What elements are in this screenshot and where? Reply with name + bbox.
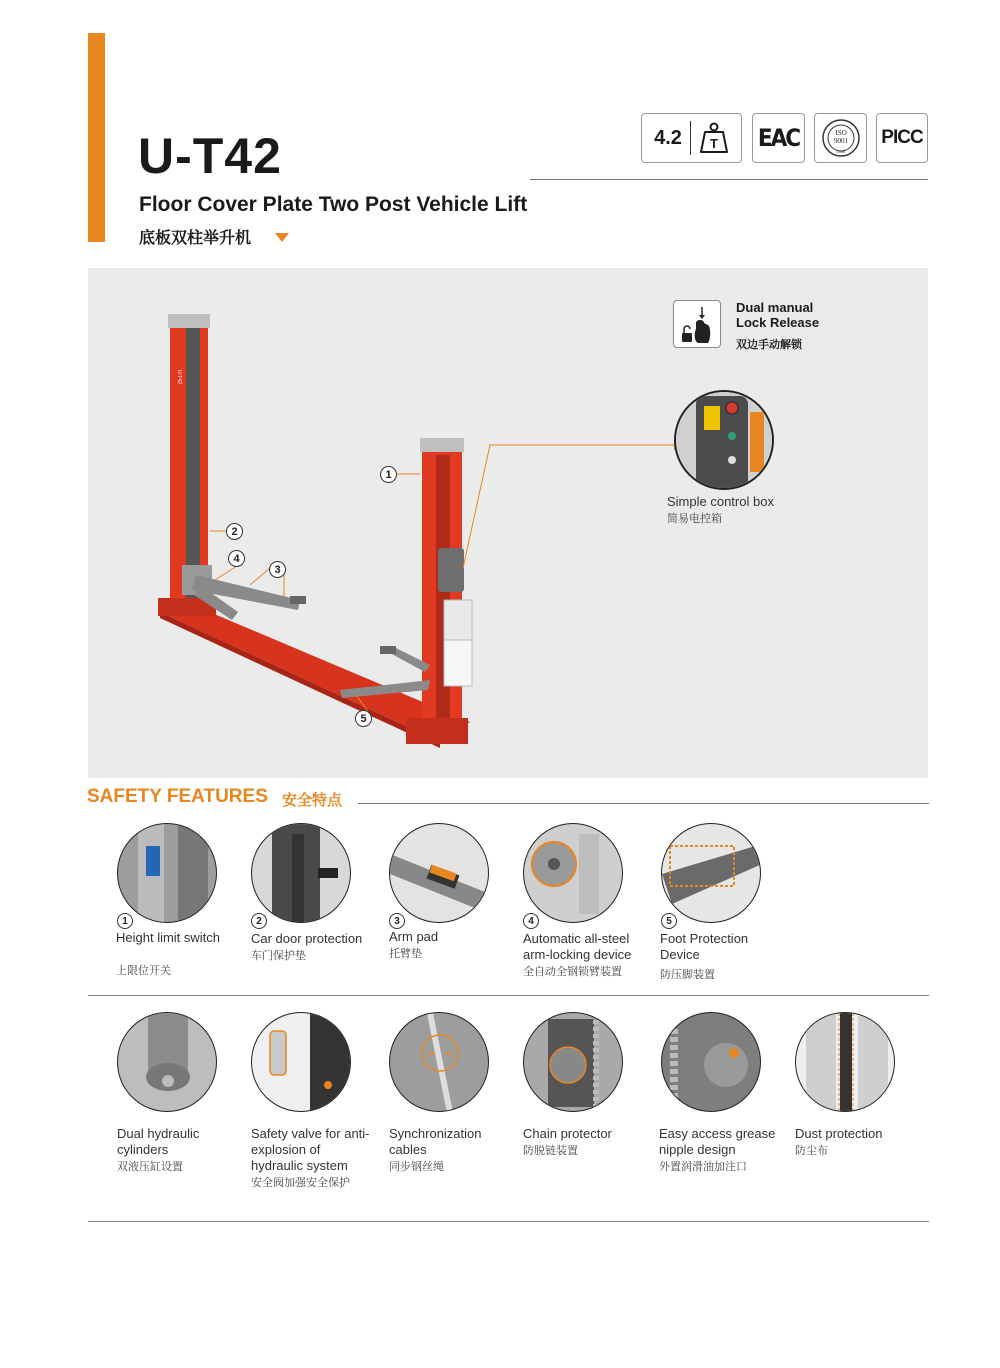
product-subtitle: Floor Cover Plate Two Post Vehicle Lift — [139, 193, 528, 216]
feature-label: Easy access grease nipple design — [659, 1126, 776, 1157]
feature-label-cn: 上限位开关 — [116, 965, 171, 977]
feature-label: Car door protection — [251, 931, 363, 946]
lock-release-icon — [673, 300, 721, 348]
callout-5: 5 — [355, 710, 372, 727]
feature-label: Arm pad — [389, 929, 439, 944]
feature-label: Height limit switch — [116, 930, 221, 945]
left-column-cap — [168, 314, 210, 328]
feature-label-cn: 防脱链装置 — [523, 1145, 578, 1157]
feature-image-grease-nipple — [661, 1012, 761, 1112]
feature-image-chain-protector — [523, 1012, 623, 1112]
feature-image-height-limit-switch — [117, 823, 217, 923]
feature-label: Chain protector — [523, 1126, 612, 1141]
feature-label-cn: 全自动全钢锁臂装置 — [523, 966, 622, 978]
feature-number-5: 5 — [661, 913, 677, 929]
feature-label-cn: 车门保护垫 — [251, 950, 306, 962]
eac-mark: EAC — [757, 124, 800, 152]
feature-label: Foot Protection Device — [660, 931, 749, 962]
feature-number-2: 2 — [251, 913, 267, 929]
lock-release-cn: 双边手动解锁 — [736, 339, 802, 351]
feature-image-arm-pad — [389, 823, 489, 923]
feature-label-cn: 外置润滑油加注口 — [659, 1161, 747, 1173]
feature-label: Automatic all-steel arm-locking device — [523, 931, 632, 962]
feature-label-cn: 托臂垫 — [389, 948, 422, 960]
capacity-value: 4.2 — [654, 126, 682, 149]
feature-image-car-door-protection — [251, 823, 351, 923]
lock-release-title: Dual manual Lock Release — [736, 300, 820, 330]
feature-image-dust-protection — [795, 1012, 895, 1112]
picc-mark: PICC — [881, 127, 923, 148]
feature-number-3: 3 — [389, 913, 405, 929]
feature-row-divider — [88, 995, 929, 996]
feature-label: Dual hydraulic cylinders — [117, 1126, 200, 1157]
capacity-unit: T — [709, 136, 718, 151]
feature-label-cn: 双液压缸设置 — [117, 1161, 183, 1173]
feature-label-cn: 防压脚装置 — [660, 969, 715, 981]
safety-divider — [358, 803, 929, 804]
product-subtitle-cn: 底板双柱举升机 — [139, 230, 252, 247]
iso-number: 9001 — [833, 137, 848, 145]
hydraulic-power-unit — [444, 640, 472, 686]
feature-label: Synchronization cables — [389, 1126, 482, 1157]
arm-pad — [290, 596, 306, 604]
feature-label: Dust protection — [795, 1126, 883, 1141]
feature-label-cn: 安全阀加强安全保护 — [251, 1177, 350, 1189]
safety-features-title: SAFETY FEATURES — [87, 786, 268, 807]
feature-image-arm-locking-device — [523, 823, 623, 923]
iso-label: ISO — [834, 129, 847, 137]
feature-image-synchronization-cables — [389, 1012, 489, 1112]
feature-label-cn: 防尘布 — [795, 1145, 828, 1157]
feature-label-cn: 同步钢丝绳 — [389, 1161, 444, 1173]
column-label: U-T42 — [176, 370, 182, 384]
safety-features-title-cn: 安全特点 — [282, 792, 343, 809]
feature-number-1: 1 — [117, 913, 133, 929]
iso-org: ONS — [836, 149, 845, 154]
feature-label: Safety valve for anti-explosion of hydraulic system — [251, 1126, 370, 1173]
control-box-label: Simple control box — [667, 494, 774, 509]
model-title: U-T42 — [138, 128, 282, 184]
control-box-detail — [674, 390, 774, 490]
feature-image-safety-valve — [251, 1012, 351, 1112]
callout-2: 2 — [226, 523, 243, 540]
feature-image-dual-hydraulic-cylinders — [117, 1012, 217, 1112]
right-column-cap — [420, 438, 464, 452]
feature-image-foot-protection — [661, 823, 761, 923]
right-base — [406, 718, 468, 744]
callout-3: 3 — [269, 561, 286, 578]
callout-1: 1 — [380, 466, 397, 483]
control-box-label-cn: 简易电控箱 — [667, 513, 722, 525]
callout-4: 4 — [228, 550, 245, 567]
page-bottom-divider — [88, 1221, 929, 1222]
control-box — [438, 548, 464, 592]
feature-number-4: 4 — [523, 913, 539, 929]
